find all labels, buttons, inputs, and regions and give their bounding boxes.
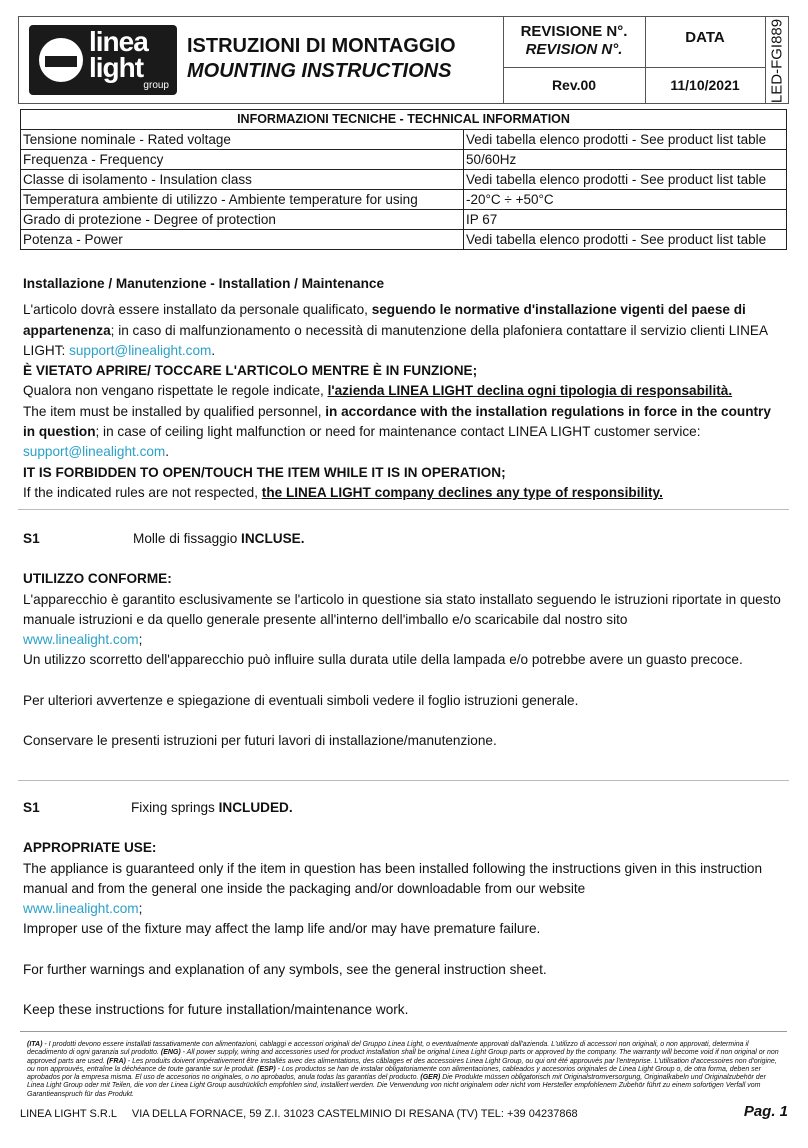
use-paragraph-3: For further warnings and explanation of any symbols, see the general instruction sheet. <box>23 961 547 977</box>
tech-label: Tensione nominale - Rated voltage <box>21 130 464 150</box>
logo-mark-icon <box>39 38 83 82</box>
text: ; in case of ceiling light malfunction or need for maintenance contact LINEA LIGHT customer service: <box>95 424 701 440</box>
page-number: Pag. 1 <box>743 1103 788 1120</box>
text: L'articolo dovrà essere installato da personale qualificato, <box>23 302 372 318</box>
table-row <box>21 210 787 230</box>
footer-notes <box>20 1031 787 1102</box>
tech-label: Potenza - Power <box>21 230 464 250</box>
technical-info-table <box>20 109 787 250</box>
text-bold: INCLUDED. <box>218 800 293 815</box>
text: Die Produkte müssen obligatorisch mit Originalstromversorgung, Originalkabeln und Originalzubehör der Linea Light Group oder mit Teilen, die von der Linea Light Group ausdrücklich empfohlen sind, installiert werden. Die Verwendung von nicht originalem oder nicht vom Hersteller empfohlenem Zubehör führt zu einem sofortigen Verfall vom Garantieanspruch für das Produkt. <box>27 1074 766 1098</box>
logo-text: linea light <box>89 26 148 83</box>
tech-value: 50/60Hz <box>464 150 787 170</box>
table-row <box>21 170 787 190</box>
tech-value: -20°C ÷ +50°C <box>464 190 787 210</box>
text: - I prodotti devono essere installati tassativamente con alimentazioni, cablaggi e accessori originali del Gruppo Linea Light, o eventualmente approvati dall'azienda. L'utilizzo di accessori non originali, o non approvati, determina il decadimento di ogni garanzia sul prodotto. <box>27 1041 749 1057</box>
text-bold: seguendo le normative d'installazione vigenti del paese di appartenenza <box>23 302 746 338</box>
product-code: LED-FGI889 <box>768 18 786 104</box>
tech-value: Vedi tabella elenco prodotti - See product list table <box>464 170 787 190</box>
text: - All power supply, wiring and accessories used for product installation shall be original Linea Light Group parts or approved by the company. The warranty will become void if non original or non approved parts are used. <box>27 1049 779 1065</box>
support-email-link[interactable]: support@linealight.com <box>69 342 212 358</box>
s1-label: S1 <box>23 800 40 815</box>
en-responsibility <box>23 483 785 503</box>
installation-it-paragraph <box>23 300 785 361</box>
title-it: ISTRUZIONI DI MONTAGGIO <box>187 35 456 57</box>
text: Molle di fissaggio <box>133 531 242 546</box>
tech-value: IP 67 <box>464 210 787 230</box>
tech-label: Frequenza - Frequency <box>21 150 464 170</box>
text: . <box>211 342 216 358</box>
s1-row <box>23 529 785 549</box>
table-row <box>21 230 787 250</box>
date-value: 11/10/2021 <box>670 77 740 93</box>
website-link[interactable]: www.linealight.com <box>23 632 139 648</box>
it-responsibility <box>23 381 785 401</box>
date-label: DATA <box>685 29 725 46</box>
text-bold: l'azienda LINEA LIGHT declina ogni tipologia di responsabilità. <box>327 383 733 399</box>
installation-section <box>23 274 785 503</box>
revision-label-it: REVISIONE N°. <box>520 23 628 40</box>
title-en: MOUNTING INSTRUCTIONS <box>187 60 452 82</box>
text: ; in caso di malfunzionamento o necessità di manutenzione della plafoniera contattare il servizio clienti LINEA LIGHT: <box>23 322 768 358</box>
text: If the indicated rules are not respected, <box>23 484 262 500</box>
website-link[interactable]: www.linealight.com <box>23 901 139 917</box>
text: The item must be installed by qualified personnel, <box>23 403 326 419</box>
table-row <box>21 130 787 150</box>
text: Fixing springs <box>131 800 219 815</box>
lang-tag: (FRA) <box>106 1057 126 1065</box>
document-header <box>18 16 789 104</box>
it-warning: È VIETATO APRIRE/ TOCCARE L'ARTICOLO MENTRE È IN FUNZIONE; <box>23 363 478 379</box>
tech-label: Temperatura ambiente di utilizzo - Ambiente temperature for using <box>21 190 464 210</box>
english-section <box>23 798 785 1020</box>
en-warning: IT IS FORBIDDEN TO OPEN/TOUCH THE ITEM WHILE IT IS IN OPERATION; <box>23 464 506 480</box>
text: Qualora non vengano rispettate le regole indicate, <box>23 383 328 399</box>
lang-tag: (ENG) <box>160 1049 181 1057</box>
s1-label: S1 <box>23 531 40 546</box>
logo-sub: group <box>143 80 169 91</box>
text-bold: the LINEA LIGHT company declines any type of responsibility. <box>261 484 663 500</box>
s1-row <box>23 798 785 818</box>
text: L'apparecchio è garantito esclusivamente se l'articolo in questione sia stato installato seguendo le istruzioni riportate in questo manuale istruzioni e da quello generale presente all'interno dell'imballo e/o scaricabile dal nostro sito <box>23 591 781 627</box>
table-row <box>21 150 787 170</box>
text-bold: in accordance with the installation regulations in force in the country in question <box>23 403 771 440</box>
tech-value: Vedi tabella elenco prodotti - See product list table <box>464 230 787 250</box>
use-heading: UTILIZZO CONFORME: <box>23 571 172 587</box>
support-email-link[interactable]: support@linealight.com <box>23 444 166 460</box>
text: ; <box>138 632 143 648</box>
company-address: LINEA LIGHT S.R.L VIA DELLA FORNACE, 59 Z.I. 31023 CASTELMINIO DI RESANA (TV) TEL: +39 04237868 <box>20 1108 578 1120</box>
italian-section <box>23 529 785 751</box>
installation-en-paragraph <box>23 402 785 463</box>
lang-tag: (GER) <box>420 1074 441 1082</box>
installation-heading: Installazione / Manutenzione - Installation / Maintenance <box>23 276 385 291</box>
text: - Los productos se han de instalar obligatoriamente con alimentaciones, cableados y accesorios originales de Linea Light Group o, de otra forma, deben ser aprobados por la empresa misma. El uso de accesorios no originales, o no aprobados, anula todas las garantías del producto. <box>27 1065 761 1082</box>
linea-light-logo <box>29 25 177 95</box>
tech-label: Classe di isolamento - Insulation class <box>21 170 464 190</box>
use-paragraph-1 <box>23 859 785 920</box>
revision-label-en: REVISION N°. <box>525 41 623 58</box>
text: The appliance is guaranteed only if the item in question has been installed following the instructions given in this instruction manual and from the general one inside the packaging and/or downloadable from our website <box>23 860 763 896</box>
use-heading: APPROPRIATE USE: <box>23 840 157 856</box>
use-paragraph-1 <box>23 590 785 651</box>
revision-value: Rev.00 <box>551 77 597 93</box>
use-paragraph-4: Conservare le presenti istruzioni per futuri lavori di installazione/manutenzione. <box>23 733 497 749</box>
text: ; <box>138 901 143 917</box>
divider <box>18 509 789 510</box>
use-paragraph-4: Keep these instructions for future installation/maintenance work. <box>23 1002 409 1018</box>
text-bold: INCLUSE. <box>241 531 305 546</box>
lang-tag: (ESP) <box>257 1065 276 1073</box>
tech-label: Grado di protezione - Degree of protection <box>21 210 464 230</box>
use-paragraph-2: Improper use of the fixture may affect the lamp life and/or may have premature failure. <box>23 921 541 937</box>
lang-tag: (ITA) <box>27 1041 43 1048</box>
legal-footnote <box>27 1041 779 1099</box>
table-row <box>21 190 787 210</box>
use-paragraph-2: Un utilizzo scorretto dell'apparecchio può influire sulla durata utile della lampada e/o potrebbe avere un guasto precoce. <box>23 652 743 668</box>
divider <box>18 780 789 781</box>
use-paragraph-3: Per ulteriori avvertenze e spiegazione di eventuali simboli vedere il foglio istruzioni generale. <box>23 692 579 708</box>
text: . <box>165 444 170 460</box>
tech-heading: INFORMAZIONI TECNICHE - TECHNICAL INFORMATION <box>21 110 787 130</box>
tech-value: Vedi tabella elenco prodotti - See product list table <box>464 130 787 150</box>
text: - Les produits doivent impérativement être installés avec des alimentations, des câblages et des accessoires Linea Light Group, ou qui ont été approuvés par l'entreprise. L'utilisation d'accessoires non d'origine, ou non approuvés, entraîne la déchéance de toute garantie sur le produit. <box>27 1057 777 1073</box>
